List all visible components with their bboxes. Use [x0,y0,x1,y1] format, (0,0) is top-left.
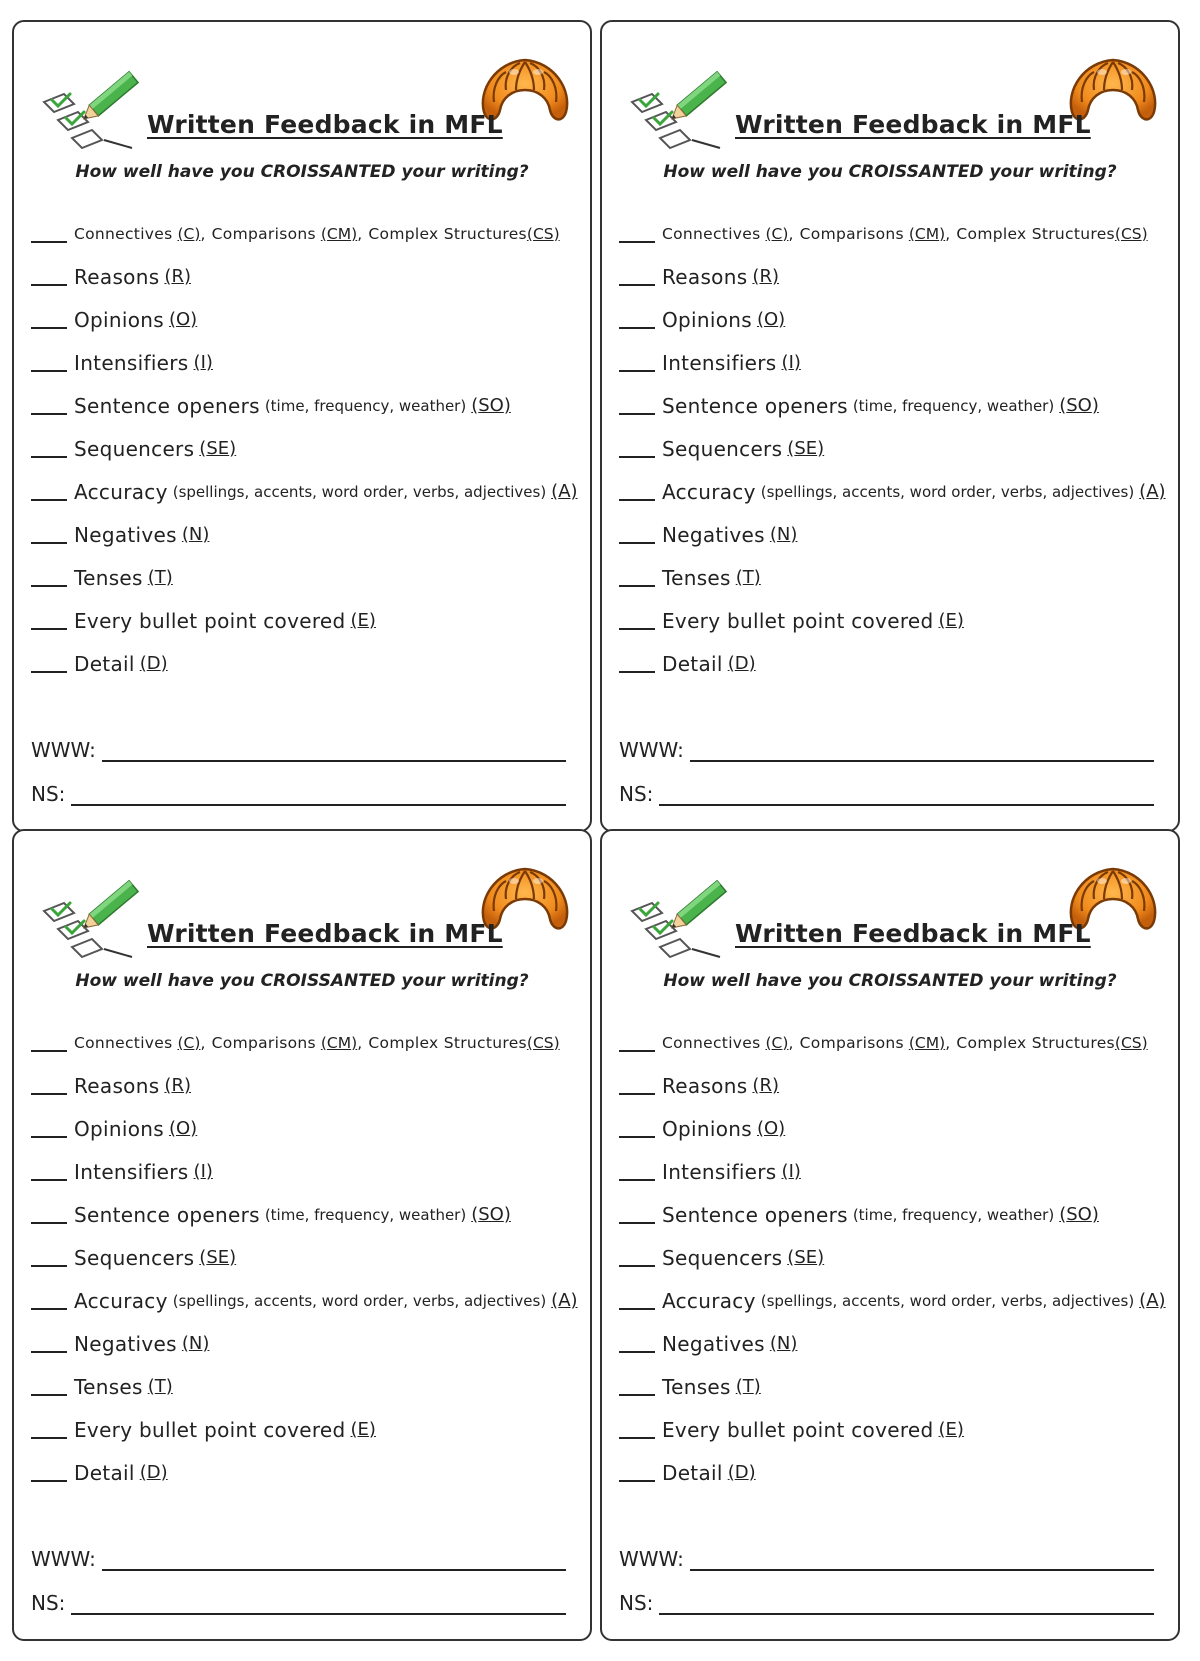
www-row [619,1547,1154,1571]
criteria-list [619,1021,1174,1494]
score-blank[interactable] [31,1179,67,1181]
criterion-item [31,298,586,341]
criterion-code: ( D ) [140,1462,168,1483]
criterion-label: Connectives [74,1033,173,1052]
criterion-label: Sentence openers [74,1202,260,1227]
score-blank[interactable] [619,1050,655,1052]
criterion-code: ( T ) [148,1376,173,1397]
criterion-item [619,1279,1174,1322]
criterion-label: Sentence openers [662,1202,848,1227]
criterion-label: Accuracy [74,479,168,504]
criterion-label: Detail [74,651,135,676]
criterion-code: ( C ) [177,1034,200,1052]
criterion-code: ( O ) [757,309,785,330]
criterion-item [31,1193,586,1236]
criterion-label: Comparisons [211,1033,316,1052]
criterion-note: (spellings, accents, word order, verbs, adjectives) [172,1291,547,1310]
criterion-code: ( CM ) [909,1034,945,1052]
score-blank[interactable] [31,1093,67,1095]
score-blank[interactable] [31,1308,67,1310]
criterion-item [619,556,1174,599]
criterion-code: ( SE ) [199,438,236,459]
criterion-label: Connectives [662,224,761,243]
criterion-code: ( CS ) [527,225,560,243]
score-blank[interactable] [619,1351,655,1353]
criteria-list [619,212,1174,685]
criterion-code: ( T ) [736,567,761,588]
criterion-code: ( SO ) [1059,1204,1099,1225]
criterion-label: Negatives [74,1331,177,1356]
criterion-item [619,599,1174,642]
score-blank[interactable] [619,585,655,587]
criterion-code: ( O ) [757,1118,785,1139]
score-blank[interactable] [619,241,655,243]
criterion-code: ( N ) [770,1333,798,1354]
criterion-label: Tenses [662,565,731,590]
www-line[interactable] [690,740,1154,762]
card-subtitle: How well have you CROISSANTED your writing? [75,971,529,991]
criterion-code: ( D ) [140,653,168,674]
criterion-code: ( I ) [194,1161,213,1182]
criterion-code: ( A ) [1139,481,1165,502]
criterion-item [619,513,1174,556]
criterion-code: ( SE ) [199,1247,236,1268]
www-label: WWW: [619,1547,684,1571]
www-line[interactable] [690,1549,1154,1571]
score-blank[interactable] [31,456,67,458]
criterion-label: Sequencers [74,1245,195,1270]
criterion-code: ( N ) [182,1333,210,1354]
ns-row [619,782,1154,806]
criterion-item [31,1236,586,1279]
criterion-label: Reasons [662,1073,748,1098]
criterion-code: ( D ) [728,1462,756,1483]
card-subtitle: How well have you CROISSANTED your writing? [663,971,1117,991]
ns-row [619,1591,1154,1615]
ns-row [31,1591,566,1615]
score-blank[interactable] [619,370,655,372]
criterion-code: ( C ) [765,225,788,243]
score-blank[interactable] [619,284,655,286]
criterion-item [619,212,1174,255]
feedback-card-3 [12,829,592,1641]
score-blank[interactable] [619,1265,655,1267]
criteria-list [31,1021,586,1494]
score-blank[interactable] [619,671,655,673]
criterion-label: Every bullet point covered [74,1417,346,1442]
score-blank[interactable] [619,1480,655,1482]
criterion-code: ( SO ) [471,395,511,416]
score-blank[interactable] [619,456,655,458]
criterion-label: Sequencers [662,1245,783,1270]
score-blank[interactable] [31,1265,67,1267]
card-subtitle: How well have you CROISSANTED your writing? [663,162,1117,182]
criterion-item [619,1408,1174,1451]
score-blank[interactable] [619,413,655,415]
criterion-label: Every bullet point covered [662,1417,934,1442]
score-blank[interactable] [619,1179,655,1181]
score-blank[interactable] [619,327,655,329]
score-blank[interactable] [31,542,67,544]
criterion-item [619,470,1174,513]
criterion-item [619,1107,1174,1150]
criterion-item [31,599,586,642]
criterion-item [619,384,1174,427]
score-blank[interactable] [619,1308,655,1310]
score-blank[interactable] [31,327,67,329]
criterion-label: Connectives [74,224,173,243]
criterion-note: (time, frequency, weather) [264,1205,467,1224]
separator: , [200,224,206,243]
criterion-code: ( CS ) [1115,1034,1148,1052]
criterion-code: ( SO ) [1059,395,1099,416]
criterion-label: Tenses [74,1374,143,1399]
criterion-note: (spellings, accents, word order, verbs, adjectives) [172,482,547,501]
criterion-item [31,1322,586,1365]
score-blank[interactable] [31,499,67,501]
separator: , [357,1033,363,1052]
criterion-note: (time, frequency, weather) [852,396,1055,415]
ns-line[interactable] [659,784,1154,806]
criterion-label: Opinions [74,1116,164,1141]
criterion-item [31,1021,586,1064]
score-blank[interactable] [31,628,67,630]
criterion-item [619,1322,1174,1365]
score-blank[interactable] [619,628,655,630]
criterion-code: ( C ) [177,225,200,243]
criterion-item [31,384,586,427]
score-blank[interactable] [619,542,655,544]
score-blank[interactable] [31,370,67,372]
separator: , [357,224,363,243]
ns-label: NS: [619,782,654,806]
score-blank[interactable] [619,1222,655,1224]
criterion-code: ( R ) [164,1075,191,1096]
score-blank[interactable] [619,1093,655,1095]
criterion-item [619,1150,1174,1193]
criterion-code: ( SE ) [787,438,824,459]
criterion-code: ( C ) [765,1034,788,1052]
criterion-label: Accuracy [662,1288,756,1313]
score-blank[interactable] [31,1437,67,1439]
www-row [31,738,566,762]
separator: , [945,224,951,243]
criterion-label: Accuracy [74,1288,168,1313]
criterion-label: Detail [662,1460,723,1485]
score-blank[interactable] [31,585,67,587]
criterion-item [619,1021,1174,1064]
criterion-code: ( E ) [939,1419,964,1440]
criterion-label: Complex Structures [956,1033,1115,1052]
criterion-code: ( A ) [1139,1290,1165,1311]
criterion-item [31,1408,586,1451]
separator: , [788,1033,794,1052]
criterion-item [31,1279,586,1322]
feedback-card-4 [600,829,1180,1641]
criterion-code: ( CM ) [321,1034,357,1052]
criterion-item [619,1064,1174,1107]
criterion-label: Reasons [74,1073,160,1098]
criterion-label: Negatives [662,522,765,547]
criterion-item [31,513,586,556]
criterion-code: ( I ) [782,1161,801,1182]
criterion-note: (time, frequency, weather) [852,1205,1055,1224]
pencil-checklist-icon [36,50,146,160]
www-label: WWW: [619,738,684,762]
criterion-note: (spellings, accents, word order, verbs, adjectives) [760,482,1135,501]
criterion-code: ( E ) [939,610,964,631]
criterion-label: Intensifiers [74,1159,189,1184]
criterion-code: ( CS ) [527,1034,560,1052]
criterion-item [619,255,1174,298]
www-label: WWW: [31,1547,96,1571]
criterion-item [31,470,586,513]
separator: , [200,1033,206,1052]
score-blank[interactable] [31,1136,67,1138]
separator: , [788,224,794,243]
criterion-code: ( N ) [770,524,798,545]
criterion-item [31,1451,586,1494]
criterion-label: Complex Structures [956,224,1115,243]
criterion-item [619,1236,1174,1279]
ns-line[interactable] [659,1593,1154,1615]
feedback-card-1 [12,20,592,832]
criterion-label: Reasons [74,264,160,289]
criterion-code: ( D ) [728,653,756,674]
criterion-item [31,427,586,470]
criterion-code: ( O ) [169,309,197,330]
criterion-item [31,341,586,384]
ns-label: NS: [31,1591,66,1615]
criterion-label: Comparisons [799,1033,904,1052]
criterion-item [31,556,586,599]
score-blank[interactable] [619,499,655,501]
card-title: Written Feedback in MFL [147,110,503,139]
criterion-label: Reasons [662,264,748,289]
score-blank[interactable] [31,1222,67,1224]
ns-line[interactable] [71,1593,566,1615]
criterion-item [619,1451,1174,1494]
score-blank[interactable] [31,284,67,286]
criterion-label: Opinions [662,307,752,332]
score-blank[interactable] [31,1050,67,1052]
criterion-label: Sequencers [662,436,783,461]
pencil-checklist-icon [36,859,146,969]
criterion-code: ( E ) [351,1419,376,1440]
criterion-note: (spellings, accents, word order, verbs, adjectives) [760,1291,1135,1310]
criterion-code: ( I ) [782,352,801,373]
criterion-label: Sentence openers [662,393,848,418]
card-title: Written Feedback in MFL [735,110,1091,139]
www-line[interactable] [102,1549,566,1571]
criterion-code: ( R ) [164,266,191,287]
criterion-code: ( SO ) [471,1204,511,1225]
criterion-item [619,298,1174,341]
criterion-code: ( A ) [551,481,577,502]
criterion-label: Opinions [74,307,164,332]
criterion-code: ( T ) [736,1376,761,1397]
criterion-label: Tenses [74,565,143,590]
criterion-item [31,1365,586,1408]
card-subtitle: How well have you CROISSANTED your writing? [75,162,529,182]
www-label: WWW: [31,738,96,762]
criterion-label: Accuracy [662,479,756,504]
criterion-item [619,341,1174,384]
criterion-code: ( I ) [194,352,213,373]
criterion-code: ( CS ) [1115,225,1148,243]
card-title: Written Feedback in MFL [147,919,503,948]
score-blank[interactable] [31,1351,67,1353]
criterion-code: ( SE ) [787,1247,824,1268]
separator: , [945,1033,951,1052]
criterion-item [31,642,586,685]
score-blank[interactable] [31,1394,67,1396]
criterion-label: Every bullet point covered [74,608,346,633]
criterion-code: ( T ) [148,567,173,588]
score-blank[interactable] [619,1136,655,1138]
criterion-code: ( R ) [752,266,779,287]
ns-line[interactable] [71,784,566,806]
criterion-item [31,1107,586,1150]
feedback-card-2 [600,20,1180,832]
criterion-label: Comparisons [211,224,316,243]
www-line[interactable] [102,740,566,762]
criterion-label: Negatives [662,1331,765,1356]
score-blank[interactable] [619,1394,655,1396]
criterion-label: Comparisons [799,224,904,243]
card-title: Written Feedback in MFL [735,919,1091,948]
criteria-list [31,212,586,685]
www-row [31,1547,566,1571]
criterion-label: Intensifiers [662,350,777,375]
score-blank[interactable] [619,1437,655,1439]
score-blank[interactable] [31,671,67,673]
criterion-label: Complex Structures [368,1033,527,1052]
www-row [619,738,1154,762]
pencil-checklist-icon [624,50,734,160]
criterion-item [31,1064,586,1107]
ns-row [31,782,566,806]
ns-label: NS: [31,782,66,806]
criterion-label: Intensifiers [74,350,189,375]
criterion-code: ( CM ) [321,225,357,243]
criterion-label: Intensifiers [662,1159,777,1184]
criterion-code: ( A ) [551,1290,577,1311]
criterion-label: Detail [74,1460,135,1485]
criterion-code: ( O ) [169,1118,197,1139]
criterion-label: Sentence openers [74,393,260,418]
criterion-label: Connectives [662,1033,761,1052]
criterion-label: Complex Structures [368,224,527,243]
criterion-item [31,212,586,255]
criterion-label: Tenses [662,1374,731,1399]
criterion-label: Negatives [74,522,177,547]
criterion-item [619,1365,1174,1408]
criterion-item [619,1193,1174,1236]
criterion-label: Detail [662,651,723,676]
criterion-item [31,1150,586,1193]
criterion-code: ( E ) [351,610,376,631]
criterion-label: Opinions [662,1116,752,1141]
criterion-item [619,427,1174,470]
score-blank[interactable] [31,241,67,243]
score-blank[interactable] [31,413,67,415]
score-blank[interactable] [31,1480,67,1482]
criterion-item [31,255,586,298]
pencil-checklist-icon [624,859,734,969]
criterion-code: ( CM ) [909,225,945,243]
criterion-item [619,642,1174,685]
criterion-code: ( R ) [752,1075,779,1096]
criterion-code: ( N ) [182,524,210,545]
criterion-label: Every bullet point covered [662,608,934,633]
criterion-label: Sequencers [74,436,195,461]
criterion-note: (time, frequency, weather) [264,396,467,415]
ns-label: NS: [619,1591,654,1615]
